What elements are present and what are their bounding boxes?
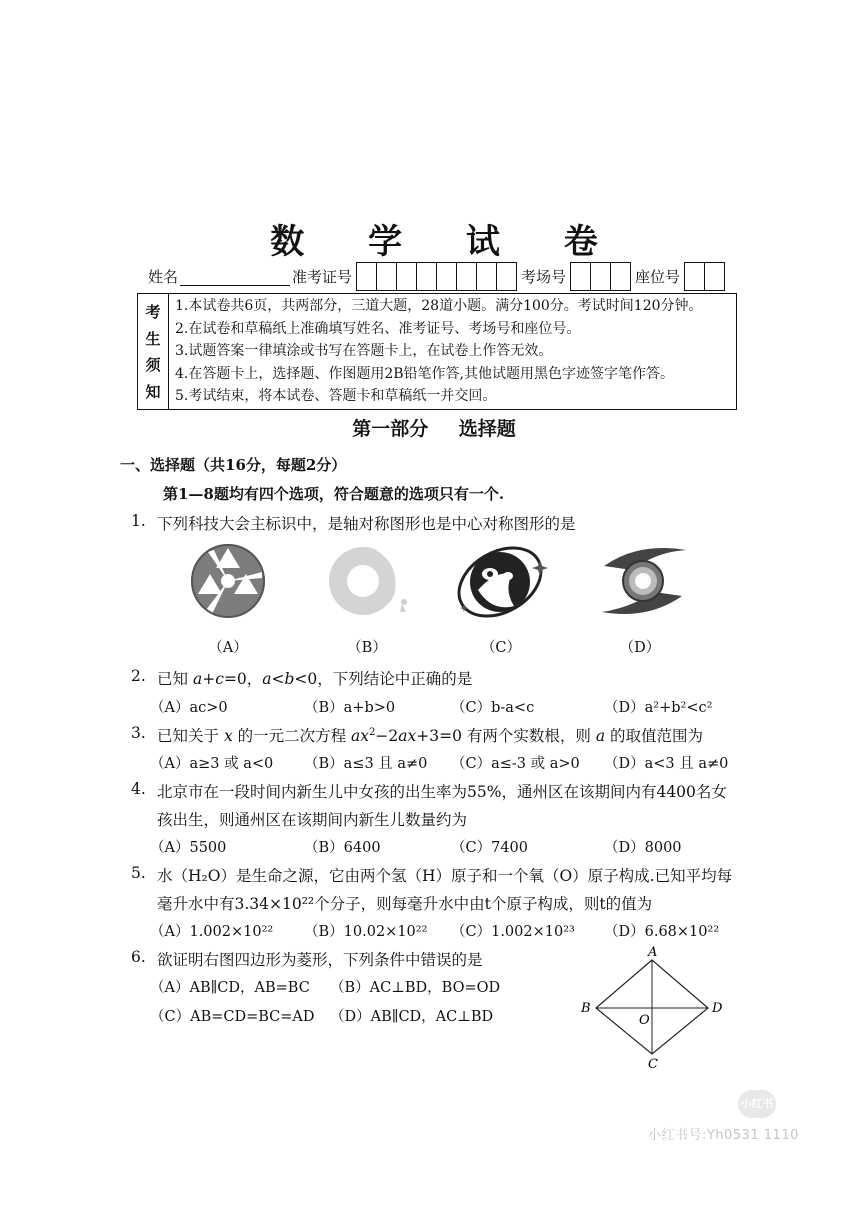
- emblem-a-image: [188, 542, 268, 620]
- option-d[interactable]: （D）AB∥CD，AC⊥BD: [330, 1009, 494, 1025]
- option-a[interactable]: （A）AB∥CD，AB=BC: [150, 980, 310, 996]
- notice-item: 2.在试卷和草稿纸上准确填写姓名、准考证号、考场号和座位号。: [175, 320, 581, 337]
- option-b[interactable]: （B）AC⊥BD，BO=OD: [330, 980, 501, 996]
- notice-item: 5.考试结束，将本试卷、答题卡和草稿纸一并交回。: [175, 388, 497, 404]
- option-a[interactable]: （A）a≥3 或 a<0: [150, 756, 274, 772]
- question-number: 6.: [131, 948, 146, 966]
- vertex-label-c: C: [648, 1057, 658, 1070]
- question-text: 已知关于 x 的一元二次方程 $ax^2-2ax+3=0$ 有两个实数根，则 a 的取值范围为: [157, 726, 703, 745]
- option-d[interactable]: （D）8000: [604, 840, 682, 856]
- option-d[interactable]: （D）a²+b²<c²: [604, 700, 713, 716]
- notice-item: 4.在答题卡上，选择题、作图题用2B铅笔作答,其他试题用黑色字迹签字笔作答。: [175, 365, 675, 382]
- question-number: 5.: [131, 864, 146, 882]
- question-text-continued: 孩出生，则通州区在该期间内新生儿数量约为: [157, 811, 468, 829]
- exam-title: 数 学 试 卷: [270, 222, 624, 262]
- part-title: 第一部分 选择题: [352, 418, 516, 440]
- question-number: 1.: [131, 512, 146, 530]
- center-label-o: O: [639, 1013, 650, 1028]
- option-b[interactable]: （B）10.02×10²²: [304, 924, 428, 940]
- emblem-c-image: [452, 540, 552, 622]
- question-number: 2.: [131, 667, 146, 685]
- rhombus-diagram: [576, 944, 726, 1070]
- option-c[interactable]: （C）b-a<c: [451, 700, 535, 716]
- watermark-badge: 小红书: [738, 1090, 776, 1118]
- option-c[interactable]: （C）a≤-3 或 a>0: [451, 756, 580, 772]
- emblem-label-a: （A）: [208, 640, 248, 656]
- option-b[interactable]: （B）6400: [304, 840, 381, 856]
- question-text: 欲证明右图四边形为菱形，下列条件中错误的是: [157, 951, 483, 969]
- option-a[interactable]: （A）ac>0: [150, 700, 228, 716]
- question-text: 北京市在一段时间内新生儿中女孩的出生率为55%，通州区在该期间内有4400名女: [157, 783, 727, 801]
- vertex-label-b: B: [581, 1001, 591, 1016]
- exam-id-label: 准考证号: [292, 268, 353, 286]
- name-label: 姓名: [148, 268, 179, 286]
- section-instruction: 第1—8题均有四个选项，符合题意的选项只有一个.: [163, 485, 505, 503]
- notice-heading: [138, 294, 169, 409]
- emblem-label-c: （C）: [480, 640, 522, 656]
- watermark-text: 小红书号:Yh0531 1110: [648, 1128, 799, 1143]
- option-c[interactable]: （C）AB=CD=BC=AD: [150, 1009, 315, 1025]
- question-number: 3.: [131, 724, 146, 742]
- option-b[interactable]: （B）a≤3 且 a≠0: [304, 756, 428, 772]
- question-number: 4.: [131, 780, 146, 798]
- option-c[interactable]: （C）7400: [451, 840, 528, 856]
- seat-label: 座位号: [635, 268, 681, 286]
- emblem-b-image: [318, 542, 412, 620]
- student-info-row: [148, 262, 729, 291]
- notice-heading-char: 生: [145, 329, 161, 348]
- notice-heading-char: 考: [145, 302, 161, 321]
- seat-boxes[interactable]: [684, 262, 725, 291]
- vertex-label-d: D: [712, 1001, 723, 1016]
- emblem-label-b: （B）: [347, 640, 387, 656]
- name-field[interactable]: [180, 268, 290, 286]
- option-b[interactable]: （B）a+b>0: [304, 700, 396, 716]
- option-a[interactable]: （A）5500: [150, 840, 227, 856]
- exam-id-boxes[interactable]: [356, 262, 517, 291]
- notice-list: [169, 294, 736, 409]
- notice-item: 1.本试卷共6页，共两部分，三道大题，28道小题。满分100分。考试时间120分钟。: [175, 298, 703, 314]
- notice-item: 3.试题答案一律填涂或书写在答题卡上，在试卷上作答无效。: [175, 343, 553, 359]
- section-title: 一、选择题（共16分，每题2分）: [120, 456, 347, 474]
- option-d[interactable]: （D）a<3 且 a≠0: [604, 756, 729, 772]
- option-c[interactable]: （C）1.002×10²³: [451, 924, 575, 940]
- notice-heading-char: 须: [145, 356, 161, 375]
- option-d[interactable]: （D）6.68×10²²: [604, 924, 720, 940]
- question-text: 下列科技大会主标识中，是轴对称图形也是中心对称图形的是: [157, 515, 576, 533]
- room-boxes[interactable]: [570, 262, 631, 291]
- question-text: 水（H₂O）是生命之源，它由两个氢（H）原子和一个氧（O）原子构成.已知平均每: [157, 867, 733, 885]
- option-a[interactable]: （A）1.002×10²²: [150, 924, 274, 940]
- question-text: 已知 a+c=0，a<b<0，下列结论中正确的是: [157, 670, 473, 688]
- room-label: 考场号: [521, 268, 567, 286]
- notice-heading-char: 知: [145, 383, 161, 402]
- emblem-label-d: （D）: [619, 640, 661, 656]
- vertex-label-a: A: [648, 945, 658, 960]
- emblem-d-image: [598, 540, 688, 622]
- exam-notice-box: [137, 293, 737, 410]
- question-text-continued: 毫升水中有3.34×10²²个分子，则每毫升水中由t个原子构成，则t的值为: [157, 895, 653, 913]
